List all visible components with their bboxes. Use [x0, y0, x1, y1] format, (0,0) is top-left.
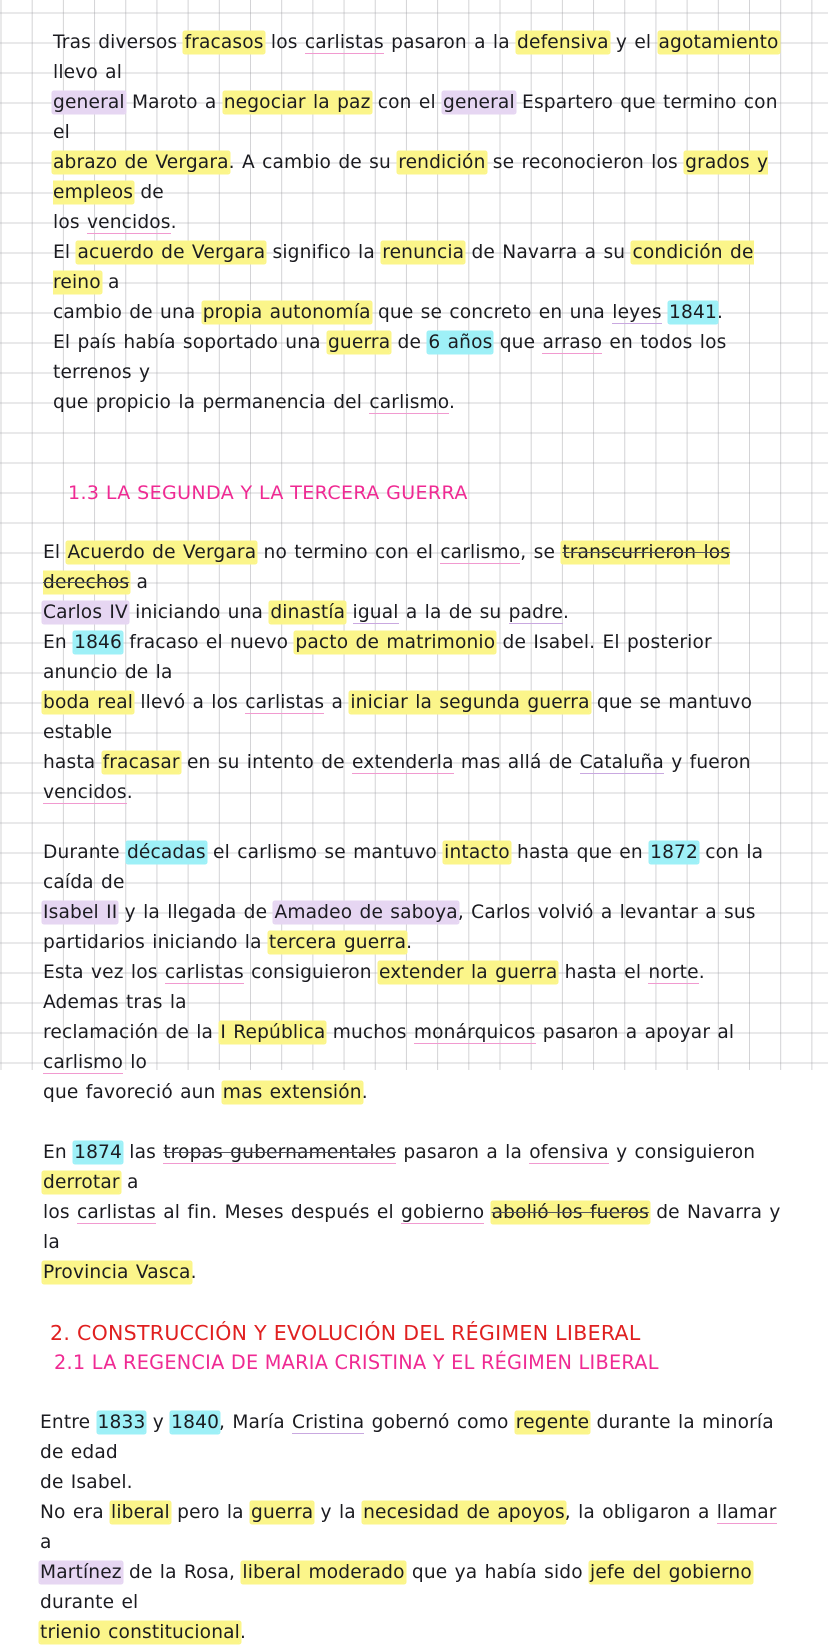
text-run: y la [313, 1502, 364, 1523]
text-run: de Isabel. El posterior anuncio de la [43, 632, 712, 683]
underline-pink: carlistas [164, 962, 244, 983]
text-run: a [100, 272, 120, 293]
text-run: Esta vez los [43, 962, 165, 983]
text-run: fracaso el nuevo [122, 632, 296, 653]
underline-pink: vencidos [43, 782, 127, 803]
underline-pink: vencidos [86, 212, 171, 233]
text-run: Entre [40, 1412, 98, 1433]
underline-violet: Cristina [292, 1412, 365, 1433]
text-run: . [406, 932, 413, 953]
text-run: llevó a los [133, 692, 246, 713]
highlight-yellow: agotamiento [658, 32, 779, 53]
highlight-cyan: 1846 [74, 632, 123, 653]
text-run: durante el [40, 1592, 139, 1613]
text-run: En [43, 632, 75, 653]
paragraph-2 [40, 238, 784, 418]
text-run: que propicio la permanencia del [53, 392, 370, 413]
text-run: significo la [265, 242, 383, 263]
text-run: , se [520, 542, 563, 563]
text-run: a la de su [398, 602, 509, 623]
text-run: El [53, 242, 78, 263]
text-run: cambio de una [53, 302, 203, 323]
text-run: que se mantuvo estable [43, 692, 753, 743]
text-run: se reconocieron los [485, 152, 686, 173]
text-run: en su intento de [179, 752, 353, 773]
underline-violet: Cataluña [579, 752, 664, 773]
highlight-yellow: negociar la paz [223, 92, 371, 113]
text-run: que ya había sido [404, 1562, 591, 1583]
text-run: . Ademas tras la [43, 962, 705, 1013]
text-run: partidarios iniciando la [43, 932, 269, 953]
highlight-yellow: fracasos [184, 32, 264, 53]
underline-pink: norte [648, 962, 699, 983]
heading-2: 2. CONSTRUCCIÓN Y EVOLUCIÓN DEL RÉGIMEN LIBERAL [50, 1321, 641, 1345]
text-run: . [716, 302, 723, 323]
highlight-yellow: guerra [251, 1502, 314, 1523]
text-run: de [133, 182, 164, 203]
underline-pink: carlismo [43, 1052, 123, 1073]
text-run: pasaron a la [396, 1142, 530, 1163]
underline-violet: leyes [612, 302, 662, 323]
highlight-yellow: I República [220, 1022, 326, 1043]
highlight-yellow: trienio constitucional [40, 1622, 240, 1643]
text-run: a [129, 572, 149, 593]
underline-pink: carlistas [304, 32, 384, 53]
text-run: no termino con el [256, 542, 441, 563]
highlight-yellow: renuncia [382, 242, 465, 263]
highlight-yellow: rendición [398, 152, 486, 173]
text-run: de Navarra a su [464, 242, 633, 263]
text-run: llevo al [53, 62, 123, 83]
highlight-yellow: Provincia Vasca [43, 1262, 191, 1283]
highlight-yellow: Acuerdo de Vergara [67, 542, 257, 563]
highlight-purple: general [443, 92, 515, 113]
text-run: en todos los terrenos y [53, 332, 727, 383]
text-run: gobernó como [364, 1412, 516, 1433]
text-run: Tras diversos [53, 32, 185, 53]
text-run: y la llegada de [117, 902, 275, 923]
text-run: y el [608, 32, 659, 53]
underline-pink: monárquicos [413, 1022, 536, 1043]
text-run: que [492, 332, 543, 353]
text-run: hasta el [557, 962, 649, 983]
highlight-yellow: grados y empleos [53, 152, 769, 203]
text-run: . [170, 212, 177, 233]
spacer [40, 1378, 784, 1408]
text-run: . [449, 392, 456, 413]
text-run [662, 302, 669, 323]
highlight-yellow: intacto [444, 842, 510, 863]
text-run: a [324, 692, 351, 713]
highlight-cyan: 1872 [650, 842, 699, 863]
underline-violet: padre [508, 602, 564, 623]
text-run: el carlismo se mantuvo [205, 842, 445, 863]
text-run: que se concreto en una [370, 302, 613, 323]
text-run: de Navarra y la [43, 1202, 781, 1253]
text-run: de la Rosa, [121, 1562, 243, 1583]
text-run: las [122, 1142, 164, 1163]
text-run: . [190, 1262, 197, 1283]
text-run: . A cambio de su [228, 152, 399, 173]
highlight-purple: Martínez [40, 1562, 122, 1583]
text-run: hasta que en [509, 842, 651, 863]
highlight-yellow: liberal [111, 1502, 170, 1523]
text-run: En [43, 1142, 75, 1163]
highlight-yellow: iniciar la segunda guerra [350, 692, 590, 713]
highlight-yellow: acuerdo de Vergara [77, 242, 266, 263]
paragraph-1 [40, 28, 784, 238]
text-run: los [263, 32, 305, 53]
highlight-yellow: liberal moderado [242, 1562, 405, 1583]
text-run: y consiguieron [608, 1142, 756, 1163]
text-run: los [43, 1202, 77, 1223]
text-run: de [390, 332, 429, 353]
text-run: . [361, 1082, 368, 1103]
highlight-yellow: tercera guerra [268, 932, 407, 953]
text-run: El país había soportado una [53, 332, 328, 353]
text-run: , María [219, 1412, 293, 1433]
text-run [345, 602, 352, 623]
highlight-cyan: 1874 [74, 1142, 123, 1163]
highlight-yellow: jefe del gobierno [590, 1562, 752, 1583]
text-run: Durante [43, 842, 127, 863]
highlight-cyan: 6 años [428, 332, 493, 353]
highlight-purple: Isabel II [43, 902, 118, 923]
paragraph-4 [40, 838, 784, 1108]
highlight-yellow: defensiva [517, 32, 609, 53]
spacer [40, 1288, 784, 1318]
text-run: El [43, 542, 68, 563]
text-run: reclamación de la [43, 1022, 221, 1043]
paragraph-3 [40, 538, 784, 808]
text-run: Maroto a [124, 92, 224, 113]
underline-pink: carlistas [76, 1202, 156, 1223]
text-run: que favoreció aun [43, 1082, 223, 1103]
text-run: . [126, 782, 133, 803]
underline-pink-strikethrough: tropas gubernamentales [163, 1142, 397, 1163]
text-run: a [40, 1532, 52, 1553]
heading-2-1: 2.1 LA REGENCIA DE MARIA CRISTINA Y EL RÉGIMEN LIBERAL [54, 1351, 659, 1374]
highlight-yellow: derrotar [43, 1172, 120, 1193]
text-run: , Carlos volvió a levantar a sus [457, 902, 756, 923]
heading-1-3: 1.3 LA SEGUNDA Y LA TERCERA GUERRA [68, 482, 468, 504]
underline-violet: igual [352, 602, 399, 623]
text-run: . [563, 602, 570, 623]
text-run: consiguieron [243, 962, 380, 983]
highlight-yellow: guerra [327, 332, 391, 353]
paragraph-6 [40, 1408, 784, 1648]
text-run: hasta [43, 752, 103, 773]
highlight-purple: Carlos IV [43, 602, 128, 623]
underline-pink: ofensiva [529, 1142, 609, 1163]
text-run: No era [40, 1502, 112, 1523]
highlight-purple: Amadeo de saboya [274, 902, 458, 923]
highlight-cyan: 1841 [669, 302, 717, 323]
text-run: pero la [169, 1502, 251, 1523]
highlight-yellow: mas extensión [222, 1082, 362, 1103]
text-run: iniciando una [127, 602, 271, 623]
spacer [40, 508, 784, 538]
text-run: durante la minoría de edad [40, 1412, 774, 1463]
text-run: pasaron a apoyar al [535, 1022, 735, 1043]
underline-pink: carlismo [369, 392, 450, 413]
underline-pink: carlismo [440, 542, 521, 563]
text-run [484, 1202, 491, 1223]
text-run: de Isabel. [40, 1472, 133, 1493]
highlight-cyan: décadas [126, 842, 206, 863]
text-run: Espartero que termino con el [53, 92, 778, 143]
highlight-yellow: abrazo de Vergara [53, 152, 229, 173]
highlight-yellow: necesidad de apoyos [363, 1502, 565, 1523]
highlight-yellow: pacto de matrimonio [295, 632, 496, 653]
highlight-yellow: propia autonomía [202, 302, 371, 323]
text-run: y [145, 1412, 172, 1433]
text-run: lo [122, 1052, 148, 1073]
text-run: al fin. Meses después el [155, 1202, 402, 1223]
spacer [40, 1108, 784, 1138]
highlight-yellow-strikethrough: abolió los fueros [491, 1202, 649, 1223]
underline-pink: extenderla [352, 752, 454, 773]
paragraph-5 [40, 1138, 784, 1288]
text-run: los [53, 212, 87, 233]
highlight-purple: general [53, 92, 125, 113]
text-run: con la caída de [43, 842, 764, 893]
highlight-yellow: regente [515, 1412, 590, 1433]
spacer [40, 418, 784, 478]
highlight-cyan: 1833 [97, 1412, 146, 1433]
highlight-yellow: condición de reino [53, 242, 754, 293]
text-run: a [119, 1172, 139, 1193]
underline-pink: carlistas [245, 692, 325, 713]
text-run: y fueron [663, 752, 751, 773]
text-run: mas allá de [453, 752, 580, 773]
text-run: con el [370, 92, 444, 113]
highlight-yellow-strikethrough: transcurrieron los derechos [43, 542, 731, 593]
text-run: pasaron a la [383, 32, 518, 53]
text-run: muchos [325, 1022, 414, 1043]
underline-pink: gobierno [401, 1202, 485, 1223]
underline-pink: arraso [542, 332, 603, 353]
highlight-yellow: dinastía [270, 602, 346, 623]
underline-pink: llamar [716, 1502, 777, 1523]
text-run: , la obligaron a [564, 1502, 717, 1523]
spacer [40, 808, 784, 838]
text-run: . [240, 1622, 247, 1643]
highlight-cyan: 1840 [171, 1412, 220, 1433]
highlight-yellow: extender la guerra [379, 962, 558, 983]
highlight-yellow: boda real [43, 692, 134, 713]
highlight-yellow: fracasar [102, 752, 180, 773]
